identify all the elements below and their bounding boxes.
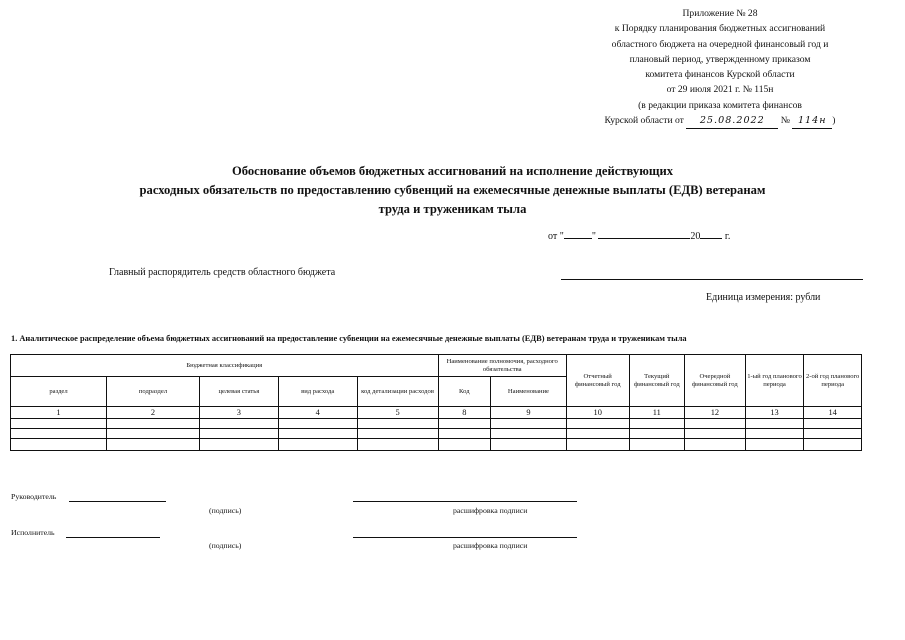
head-signature-line[interactable] <box>69 501 166 502</box>
appendix-line: комитета финансов Курской области <box>645 69 795 81</box>
header-expense-type: вид расхода <box>278 377 357 407</box>
date-mid: " <box>591 231 596 242</box>
appendix-line: Приложение № 28 <box>682 8 758 19</box>
handwritten-number: 114н <box>792 113 832 129</box>
header-name: Наименование <box>491 377 567 407</box>
column-number: 4 <box>278 407 357 419</box>
number-label: № <box>780 115 790 127</box>
date-year-prefix: 20 <box>690 231 701 242</box>
table-row[interactable] <box>11 419 862 429</box>
executor-signature-line[interactable] <box>66 537 160 538</box>
close-paren: ) <box>832 115 836 127</box>
appendix-block <box>575 6 865 129</box>
header-code: Код <box>438 377 491 407</box>
document-title <box>100 162 805 219</box>
head-sign-caption: (подпись) <box>209 506 242 515</box>
date-line <box>548 231 730 242</box>
manager-label: Главный распорядитель средств областного бюджета <box>109 267 336 278</box>
header-budget-classification: Бюджетная классификация <box>11 355 439 377</box>
title-line: Обоснование объемов бюджетных ассигнований на исполнение действующих <box>231 164 674 178</box>
column-number-row <box>11 407 862 419</box>
executor-decode-caption: расшифровка подписи <box>453 541 528 550</box>
head-label: Руководитель <box>11 492 57 501</box>
executor-label: Исполнитель <box>11 528 55 537</box>
appendix-line: от 29 июля 2021 г. № 115н <box>666 84 774 96</box>
head-decode-line[interactable] <box>353 501 577 502</box>
allocation-table <box>10 354 862 451</box>
executor-sign-caption: (подпись) <box>209 541 242 550</box>
appendix-last-line <box>575 113 865 129</box>
header-detail-code: код детализации расходов <box>357 377 438 407</box>
column-number: 10 <box>566 407 629 419</box>
table-row[interactable] <box>11 439 862 451</box>
title-line: расходных обязательств по предоставлению субвенций на ежемесячные денежные выплаты (ЕДВ) ветеранам <box>139 183 766 197</box>
header-plan-year-1: 1-ый год планового периода <box>745 355 804 407</box>
column-number: 5 <box>357 407 438 419</box>
header-next-year: Очередной финансовый год <box>685 355 746 407</box>
manager-blank-line[interactable] <box>561 279 863 280</box>
date-suffix: г. <box>724 231 731 242</box>
date-prefix: от " <box>548 231 564 242</box>
header-section: раздел <box>11 377 107 407</box>
column-number: 9 <box>491 407 567 419</box>
table-row[interactable] <box>11 429 862 439</box>
date-month-blank[interactable] <box>598 238 690 239</box>
executor-decode-line[interactable] <box>353 537 577 538</box>
header-reporting-year: Отчетный финансовый год <box>566 355 629 407</box>
header-current-year: Текущий финансовый год <box>629 355 685 407</box>
header-subsection: подраздел <box>107 377 200 407</box>
column-number: 2 <box>107 407 200 419</box>
handwritten-date: 25.08.2022 <box>686 113 778 129</box>
column-number: 1 <box>11 407 107 419</box>
column-number: 12 <box>685 407 746 419</box>
date-day-blank[interactable] <box>564 238 592 239</box>
header-obligation: Наименование полномочия, расходного обязательства <box>438 355 566 377</box>
column-number: 14 <box>804 407 862 419</box>
date-year-blank[interactable] <box>700 238 722 239</box>
column-number: 13 <box>745 407 804 419</box>
section-title: 1. Аналитическое распределение объема бюджетных ассигнований на предоставление субвенции на ежемесячные денежные выплаты (ЕДВ) ветеранам труда и труженикам тыла <box>11 334 687 343</box>
appendix-line: (в редакции приказа комитета финансов <box>638 99 802 111</box>
title-line: труда и труженикам тыла <box>378 202 527 216</box>
appendix-line: областного бюджета на очередной финансовый год и <box>611 38 829 50</box>
column-number: 11 <box>629 407 685 419</box>
appendix-line: плановый период, утвержденному приказом <box>629 53 811 65</box>
unit-label: Единица измерения: рубли <box>706 292 821 303</box>
appendix-last-prefix: Курской области от <box>604 115 684 127</box>
head-decode-caption: расшифровка подписи <box>453 506 528 515</box>
header-plan-year-2: 2-ой год планового периода <box>804 355 862 407</box>
column-number: 3 <box>199 407 278 419</box>
column-number: 8 <box>438 407 491 419</box>
appendix-line: к Порядку планирования бюджетных ассигнований <box>614 23 826 35</box>
header-target-item: целевая статья <box>199 377 278 407</box>
